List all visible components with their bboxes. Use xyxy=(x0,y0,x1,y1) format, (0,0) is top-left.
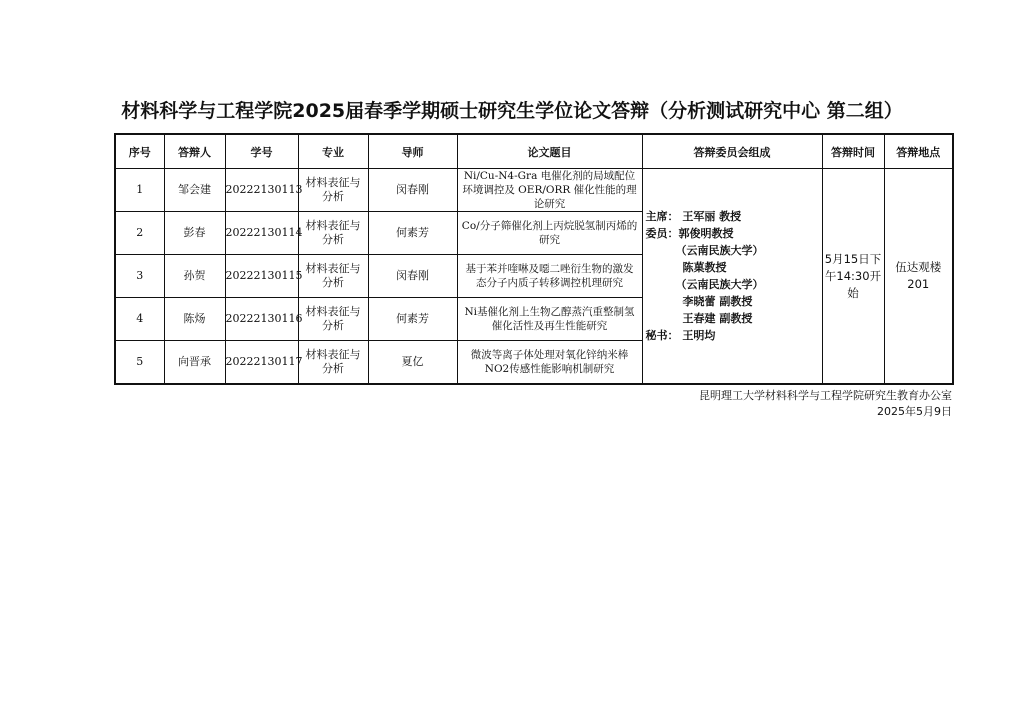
header-major: 专业 xyxy=(298,134,368,169)
row-name: 向晋承 xyxy=(164,341,225,385)
header-place: 答辩地点 xyxy=(884,134,953,169)
issue-date: 2025年5月9日 xyxy=(877,405,952,418)
committee-member-line xyxy=(646,225,819,242)
defense-place: 伍达观楼201 xyxy=(884,169,953,385)
committee-member-3: 李晓蕾 副教授 xyxy=(682,295,753,308)
header-id: 学号 xyxy=(225,134,298,169)
committee-cell xyxy=(642,169,822,385)
header-topic: 论文题目 xyxy=(457,134,642,169)
row-no: 3 xyxy=(115,255,164,298)
header-committee: 答辩委员会组成 xyxy=(642,134,822,169)
row-major: 材料表征与分析 xyxy=(298,255,368,298)
row-name: 彭春 xyxy=(164,212,225,255)
row-advisor: 闵春刚 xyxy=(368,255,457,298)
row-id: 20222130117 xyxy=(225,341,298,385)
committee-member-label: 委员： xyxy=(645,227,679,240)
row-advisor: 何素芳 xyxy=(368,298,457,341)
row-topic: 基于苯并喹啉及噁二唑衍生物的激发态分子内质子转移调控机理研究 xyxy=(457,255,642,298)
row-topic: Ni/Cu-N4-Gra 电催化剂的局域配位环境调控及 OER/ORR 催化性能的理论研究 xyxy=(457,169,642,212)
row-id: 20222130116 xyxy=(225,298,298,341)
row-major: 材料表征与分析 xyxy=(298,341,368,385)
defense-time: 5月15日下午14:30开始 xyxy=(822,169,884,385)
committee-member-2-org: （云南民族大学） xyxy=(675,278,764,291)
row-major: 材料表征与分析 xyxy=(298,212,368,255)
row-name: 邹会建 xyxy=(164,169,225,212)
row-topic: Co/分子筛催化剂上丙烷脱氢制丙烯的研究 xyxy=(457,212,642,255)
table-row xyxy=(115,169,953,212)
header-row xyxy=(115,134,953,169)
committee-chair: 主席： 王军丽 教授 xyxy=(645,210,742,223)
row-no: 4 xyxy=(115,298,164,341)
row-id: 20222130115 xyxy=(225,255,298,298)
header-advisor: 导师 xyxy=(368,134,457,169)
header-no: 序号 xyxy=(115,134,164,169)
row-name: 孙贺 xyxy=(164,255,225,298)
row-topic: Ni基催化剂上生物乙醇蒸汽重整制氢催化活性及再生性能研究 xyxy=(457,298,642,341)
row-advisor: 夏亿 xyxy=(368,341,457,385)
row-major: 材料表征与分析 xyxy=(298,298,368,341)
issuing-office: 昆明理工大学材料科学与工程学院研究生教育办公室 xyxy=(699,389,952,402)
row-id: 20222130114 xyxy=(225,212,298,255)
row-name: 陈炀 xyxy=(164,298,225,341)
committee-member-4: 王春建 副教授 xyxy=(682,312,753,325)
row-no: 1 xyxy=(115,169,164,212)
committee-member-1-org: （云南民族大学） xyxy=(675,244,764,257)
row-id: 20222130113 xyxy=(225,169,298,212)
defense-schedule-table xyxy=(114,133,954,385)
row-major: 材料表征与分析 xyxy=(298,169,368,212)
row-no: 5 xyxy=(115,341,164,385)
header-time: 答辩时间 xyxy=(822,134,884,169)
row-topic: 微波等离子体处理对氧化锌纳米棒NO2传感性能影响机制研究 xyxy=(457,341,642,385)
committee-secretary: 秘书： 王明均 xyxy=(645,329,716,342)
committee-member-2: 陈菓教授 xyxy=(682,261,727,274)
page-title: 材料科学与工程学院2025届春季学期硕士研究生学位论文答辩（分析测试研究中心 第二组） xyxy=(121,100,903,122)
committee-member-1: 郭俊明教授 xyxy=(678,227,734,240)
header-name: 答辩人 xyxy=(164,134,225,169)
row-advisor: 何素芳 xyxy=(368,212,457,255)
row-advisor: 闵春刚 xyxy=(368,169,457,212)
row-no: 2 xyxy=(115,212,164,255)
